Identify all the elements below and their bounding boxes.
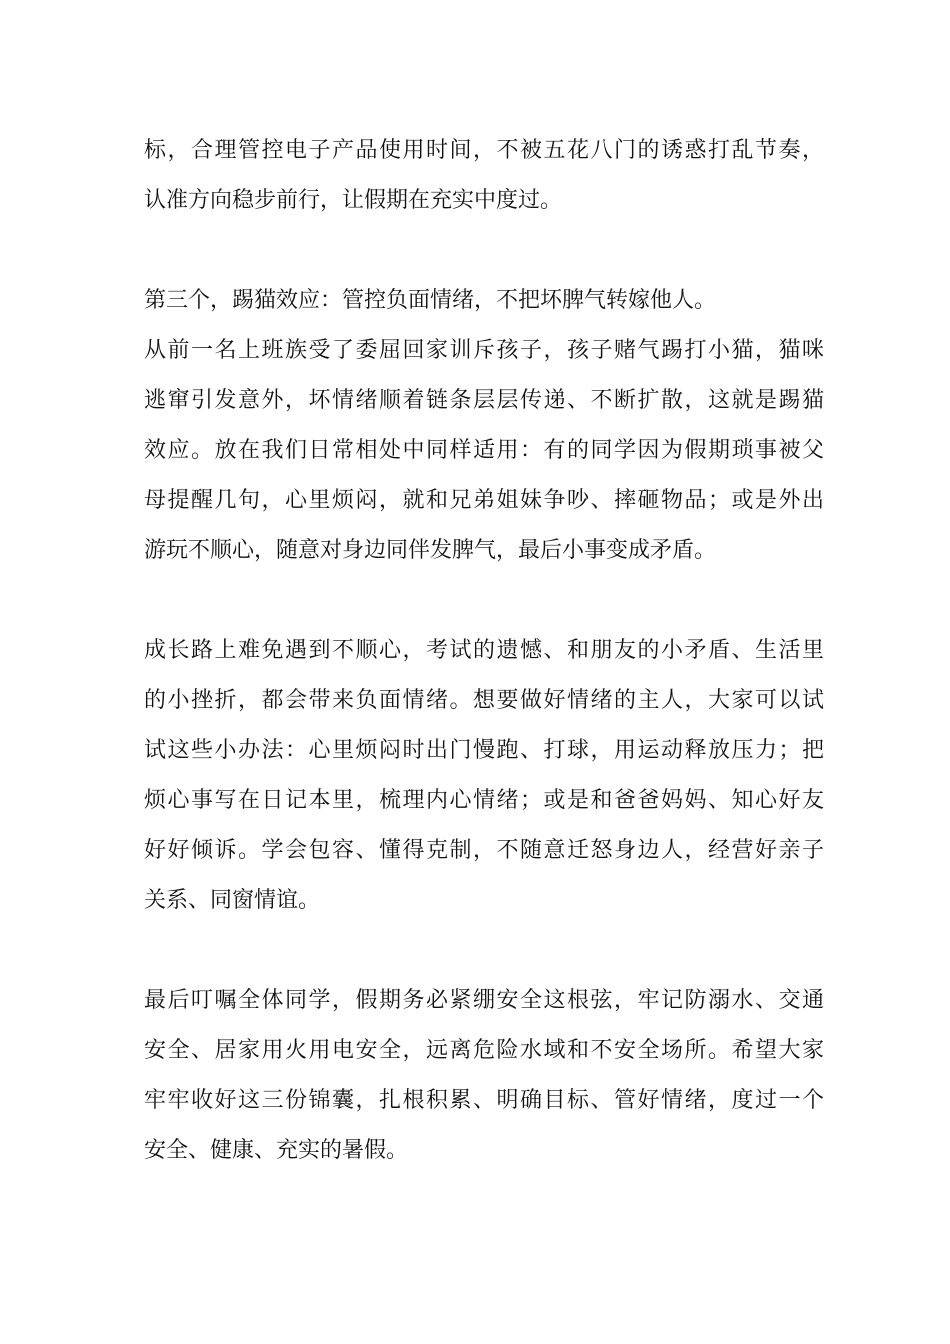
paragraph-line: 安全、健康、充实的暑假。 — [144, 1138, 409, 1163]
paragraph-3 — [144, 626, 824, 926]
section-heading: 第三个，踢猫效应：管控负面情绪，不把坏脾气转嫁他人。 — [144, 288, 717, 313]
paragraph-line: 烦心事写在日记本里，梳理内心情绪；或是和爸爸妈妈、知心好友 — [144, 788, 824, 813]
paragraph-line: 标，合理管控电子产品使用时间，不被五花八门的诱惑打乱节奏， — [144, 138, 824, 163]
paragraph-line: 成长路上难免遇到不顺心，考试的遗憾、和朋友的小矛盾、生活里 — [144, 638, 824, 663]
paragraph-line: 牢牢收好这三份锦囊，扎根积累、明确目标、管好情绪，度过一个 — [144, 1088, 824, 1113]
paragraph-line: 逃窜引发意外，坏情绪顺着链条层层传递、不断扩散，这就是踢猫 — [144, 388, 824, 413]
paragraph-line: 最后叮嘱全体同学，假期务必紧绷安全这根弦，牢记防溺水、交通 — [144, 988, 824, 1013]
paragraph-line: 从前一名上班族受了委屈回家训斥孩子，孩子赌气踢打小猫，猫咪 — [144, 338, 824, 363]
paragraph-line: 游玩不顺心，随意对身边同伴发脾气，最后小事变成矛盾。 — [144, 538, 717, 563]
paragraph-1 — [144, 126, 824, 226]
paragraph-line: 关系、同窗情谊。 — [144, 888, 321, 913]
paragraph-line: 母提醒几句，心里烦闷，就和兄弟姐妹争吵、摔砸物品；或是外出 — [144, 488, 824, 513]
paragraph-line: 认准方向稳步前行，让假期在充实中度过。 — [144, 188, 563, 213]
paragraph-line: 的小挫折，都会带来负面情绪。想要做好情绪的主人，大家可以试 — [144, 688, 824, 713]
paragraph-2 — [144, 276, 824, 576]
paragraph-line: 效应。放在我们日常相处中同样适用：有的同学因为假期琐事被父 — [144, 438, 824, 463]
paragraph-line: 安全、居家用火用电安全，远离危险水域和不安全场所。希望大家 — [144, 1038, 824, 1063]
paragraph-line: 试这些小办法：心里烦闷时出门慢跑、打球，用运动释放压力；把 — [144, 738, 824, 763]
paragraph-line: 好好倾诉。学会包容、懂得克制，不随意迁怒身边人，经营好亲子 — [144, 838, 824, 863]
paragraph-4 — [144, 976, 824, 1176]
